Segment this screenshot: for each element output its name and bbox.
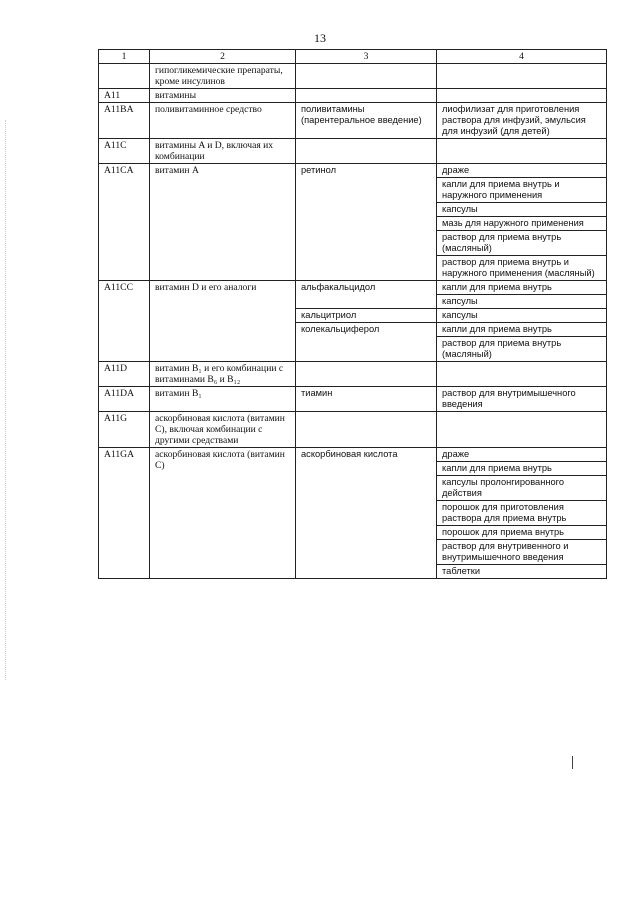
group-name-cell: аскорбиновая кислота (витамин C) <box>150 448 296 579</box>
atc-code-cell: A11D <box>99 362 150 387</box>
dosage-form-cell: порошок для приема внутрь <box>437 526 607 540</box>
table-row <box>99 362 607 387</box>
group-name-cell: поливитаминное средство <box>150 103 296 139</box>
table-header-row <box>99 50 607 64</box>
table-row <box>99 448 607 462</box>
group-name-cell: витамины <box>150 89 296 103</box>
atc-code-cell: A11CA <box>99 164 150 281</box>
table-row <box>99 103 607 139</box>
dosage-form-cell: раствор для приема внутрь (масляный) <box>437 337 607 362</box>
page-number: 13 <box>314 31 326 45</box>
substance-cell <box>296 139 437 164</box>
table-row <box>99 164 607 178</box>
group-name-cell: витамин A <box>150 164 296 281</box>
dosage-form-cell: капсулы <box>437 309 607 323</box>
atc-code-cell: A11CC <box>99 281 150 362</box>
atc-code-cell: A11 <box>99 89 150 103</box>
dosage-form-cell: капсулы пролонгированного действия <box>437 476 607 501</box>
table-row <box>99 387 607 412</box>
dosage-form-cell: капсулы <box>437 203 607 217</box>
header-cell: 4 <box>437 50 607 64</box>
dosage-form-cell: драже <box>437 164 607 178</box>
dosage-form-cell <box>437 89 607 103</box>
dosage-form-cell: лиофилизат для приготовления раствора для инфузий, эмульсия для инфузий (для детей) <box>437 103 607 139</box>
drug-table <box>98 49 607 579</box>
dosage-form-cell: раствор для приема внутрь и наружного применения (масляный) <box>437 256 607 281</box>
table-row <box>99 281 607 295</box>
dosage-form-cell: драже <box>437 448 607 462</box>
dosage-form-cell: капсулы <box>437 295 607 309</box>
substance-cell: кальцитриол <box>296 309 437 323</box>
substance-cell <box>296 89 437 103</box>
substance-cell <box>296 64 437 89</box>
margin-mark <box>572 756 573 769</box>
atc-code-cell: A11G <box>99 412 150 448</box>
dosage-form-cell <box>437 139 607 164</box>
dosage-form-cell: капли для приема внутрь <box>437 323 607 337</box>
group-name-cell: витамин B₁ и его комбинации с витаминами B₆ и B₁₂ <box>150 362 296 387</box>
dosage-form-cell: порошок для приготовления раствора для приема внутрь <box>437 501 607 526</box>
header-cell: 2 <box>150 50 296 64</box>
atc-code-cell: A11C <box>99 139 150 164</box>
dosage-form-cell: таблетки <box>437 565 607 579</box>
substance-cell: поливитамины (парентеральное введение) <box>296 103 437 139</box>
dosage-form-cell: мазь для наружного применения <box>437 217 607 231</box>
atc-code-cell: A11GA <box>99 448 150 579</box>
dosage-form-cell: раствор для приема внутрь (масляный) <box>437 231 607 256</box>
table-row <box>99 89 607 103</box>
group-name-cell: витамин D и его аналоги <box>150 281 296 362</box>
atc-code-cell <box>99 64 150 89</box>
group-name-cell: витамины A и D, включая их комбинации <box>150 139 296 164</box>
dosage-form-cell: капли для приема внутрь <box>437 462 607 476</box>
substance-cell <box>296 412 437 448</box>
scan-margin-line <box>5 120 7 680</box>
substance-cell: альфакальцидол <box>296 281 437 309</box>
dosage-form-cell <box>437 64 607 89</box>
substance-cell: тиамин <box>296 387 437 412</box>
table-row <box>99 139 607 164</box>
group-name-cell: аскорбиновая кислота (витамин C), включая комбинации с другими средствами <box>150 412 296 448</box>
dosage-form-cell <box>437 412 607 448</box>
substance-cell: колекальциферол <box>296 323 437 362</box>
header-cell: 1 <box>99 50 150 64</box>
substance-cell: ретинол <box>296 164 437 281</box>
dosage-form-cell: раствор для внутримышечного введения <box>437 387 607 412</box>
table-row <box>99 64 607 89</box>
dosage-form-cell <box>437 362 607 387</box>
substance-cell: аскорбиновая кислота <box>296 448 437 579</box>
group-name-cell: гипогликемические препараты, кроме инсулинов <box>150 64 296 89</box>
atc-code-cell: A11DA <box>99 387 150 412</box>
header-cell: 3 <box>296 50 437 64</box>
atc-code-cell: A11BA <box>99 103 150 139</box>
dosage-form-cell: капли для приема внутрь и наружного применения <box>437 178 607 203</box>
dosage-form-cell: раствор для внутривенного и внутримышечного введения <box>437 540 607 565</box>
table-row <box>99 412 607 448</box>
substance-cell <box>296 362 437 387</box>
group-name-cell: витамин B₁ <box>150 387 296 412</box>
dosage-form-cell: капли для приема внутрь <box>437 281 607 295</box>
